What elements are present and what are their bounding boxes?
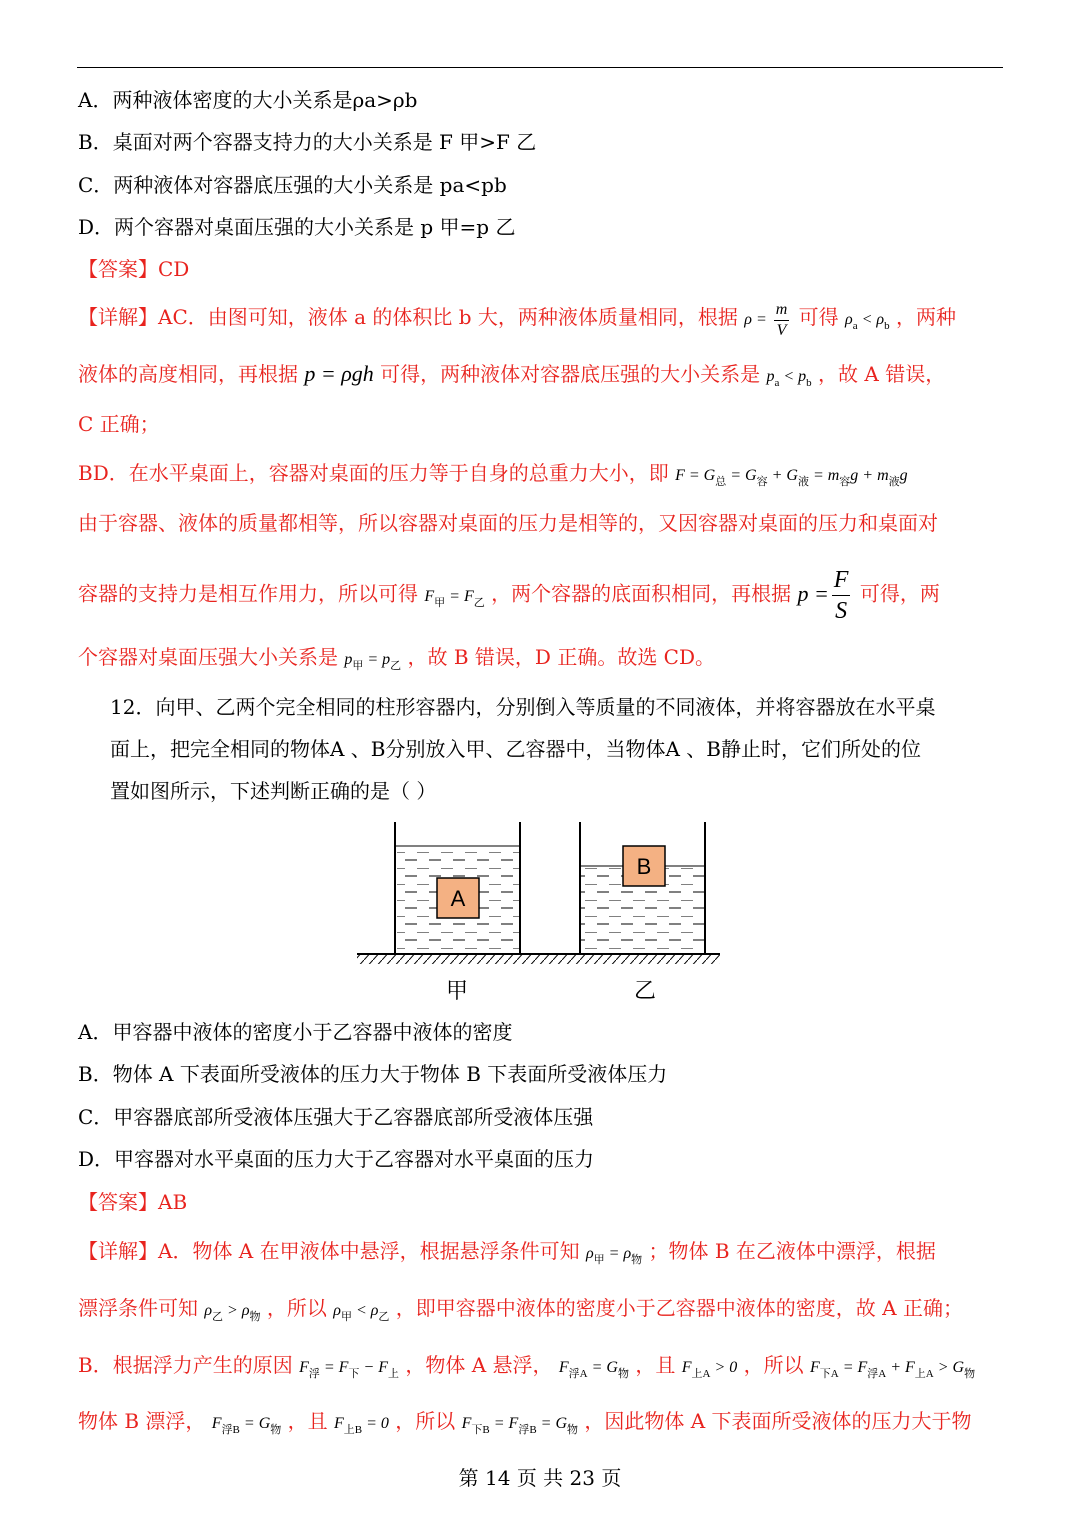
q11-detail-text: ，两个容器的底面积相同，再根据 (491, 581, 792, 606)
pressure-formula: p = ρgh (304, 361, 374, 386)
q12-answer: 【答案】AB (78, 1190, 188, 1214)
buoyancy-origin: $F_浮 = F_下 - F_上$ (299, 1359, 399, 1380)
q12-detail-text: ；物体 B 在乙液体中漂浮，根据 (648, 1239, 936, 1263)
q11-detail-text: 个容器对桌面压强大小关系是 (78, 645, 338, 669)
buoyancy-a: $F_{浮A} = G_物$ (558, 1359, 629, 1380)
q12-option-c: C．甲容器底部所受液体压强大于乙容器底部所受液体压强 (78, 1105, 594, 1129)
q12-detail-text: B．根据浮力产生的原因 (78, 1353, 293, 1377)
pressure-relation: $p_a < p_b$ (766, 368, 812, 389)
q12-detail-line1 (78, 1237, 936, 1274)
q11-option-b: B．桌面对两个容器支持力的大小关系是 F 甲>F 乙 (78, 130, 537, 154)
density-formula: ρ = $\frac{m}{V}$ (744, 301, 788, 339)
q12-detail-text: ，且 (635, 1353, 676, 1377)
top-force-a: $F_{上A} > 0$ (681, 1359, 738, 1380)
top-force-b: $F_{上B} = 0$ (333, 1415, 389, 1436)
q11-detail-text: BD．在水平桌面上，容器对桌面的压力等于自身的总重力大小，即 (78, 461, 669, 485)
q11-detail-text: 可得 (798, 305, 839, 330)
density-relation: $\rho_a < \rho_b$ (845, 311, 890, 333)
bottom-force-b: $F_{下B} = F_{浮B} = G_物$ (461, 1415, 579, 1436)
table-hatch (357, 955, 720, 964)
q12-detail-text: ，因此物体 A 下表面所受液体的压力大于物 (584, 1409, 972, 1433)
q12-detail-text: 物体 B 漂浮， (78, 1409, 206, 1433)
q12-detail-text: 漂浮条件可知 (78, 1296, 198, 1320)
q12-stem-line1: 12．向甲、乙两个完全相同的柱形容器内，分别倒入等质量的不同液体，并将容器放在水平桌 (110, 695, 936, 719)
q11-detail-text: ，故 B 错误，D 正确。故选 CD。 (407, 645, 716, 669)
q11-detail-text: ，故 A 错误， (818, 362, 946, 386)
q12-stem-line3: 置如图所示，下述判断正确的是（ ） (110, 779, 437, 803)
q12-detail-text: ，所以 (266, 1296, 327, 1320)
suspend-condition: $\rho_甲 = \rho_物$ (585, 1245, 643, 1266)
q12-detail-text: ，所以 (743, 1353, 804, 1377)
containers-figure (355, 820, 725, 1010)
page-footer: 第 14 页 共 23 页 (458, 1466, 622, 1490)
q11-option-c: C．两种液体对容器底压强的大小关系是 pa<pb (78, 173, 507, 197)
q12-detail-text: ，且 (287, 1409, 328, 1433)
buoyancy-b: $F_{浮B} = G_物$ (211, 1415, 282, 1436)
q12-stem-line2: 面上，把完全相同的物体A 、B分别放入甲、乙容器中，当物体A 、B静止时，它们所处的位 (110, 737, 921, 761)
q11-detail-line2 (78, 360, 945, 397)
pressure-equality: $p_甲 = p_乙$ (344, 651, 402, 672)
q12-detail-text: ，所以 (395, 1409, 456, 1433)
q12-option-d: D．甲容器对水平桌面的压力大于乙容器对水平桌面的压力 (78, 1147, 595, 1171)
q11-detail-line7 (78, 643, 715, 680)
q11-option-d: D．两个容器对桌面压强的大小关系是 p 甲=p 乙 (78, 215, 516, 239)
q11-detail-line3: C 正确； (78, 412, 160, 436)
q11-detail-line6 (78, 565, 940, 626)
label-yi: 乙 (633, 979, 657, 1004)
label-jia: 甲 (445, 979, 469, 1004)
bottom-force-a: $F_{下A} = F_{浮A} + F_{上A} > G_物$ (809, 1359, 976, 1380)
q12-detail-line2 (78, 1294, 963, 1331)
q11-answer: 【答案】CD (78, 257, 190, 281)
force-equality: $F_甲 = F_乙$ (424, 587, 485, 609)
q11-detail-line4 (78, 459, 908, 496)
header-rule (77, 67, 1003, 68)
block-b-label: B (636, 854, 652, 879)
q11-detail-text: 容器的支持力是相互作用力，所以可得 (78, 581, 418, 606)
float-condition: $\rho_乙 > \rho_物$ (204, 1302, 261, 1323)
q11-detail-line5: 由于容器、液体的质量都相等，所以容器对桌面的压力是相等的，又因容器对桌面的压力和桌面对 (78, 511, 938, 535)
q11-detail-text: 可得，两种液体对容器底压强的大小关系是 (380, 362, 761, 386)
q11-option-a: A．两种液体密度的大小关系是ρa>ρb (78, 88, 418, 112)
q12-detail-text: ，即甲容器中液体的密度小于乙容器中液体的密度，故 A 正确； (395, 1296, 963, 1320)
q11-detail-text: 液体的高度相同，再根据 (78, 362, 298, 386)
q11-detail-line1 (78, 300, 956, 341)
q11-detail-text: ，两种 (895, 305, 956, 330)
q12-detail-line4 (78, 1407, 972, 1444)
q12-detail-line3 (78, 1351, 975, 1388)
q11-detail-text: 可得，两 (859, 581, 940, 606)
q12-detail-text: ，物体 A 悬浮， (405, 1353, 553, 1377)
q12-option-b: B．物体 A 下表面所受液体的压力大于物体 B 下表面所受液体压力 (78, 1062, 668, 1086)
block-a-label: A (450, 886, 466, 911)
q12-detail-text: 【详解】A．物体 A 在甲液体中悬浮，根据悬浮条件可知 (78, 1239, 580, 1263)
pressure-def-formula: p = $\frac{F}{S}$ (797, 567, 849, 624)
density-compare: $\rho_甲 < \rho_乙$ (333, 1302, 390, 1323)
q11-detail-text: 【详解】AC．由图可知，液体 a 的体积比 b 大，两种液体质量相同，根据 (78, 305, 738, 330)
q12-option-a: A．甲容器中液体的密度小于乙容器中液体的密度 (78, 1020, 513, 1044)
weight-formula: $F = G_总 = G_容 + G_液 = m_容g + m_液g$ (675, 467, 908, 488)
